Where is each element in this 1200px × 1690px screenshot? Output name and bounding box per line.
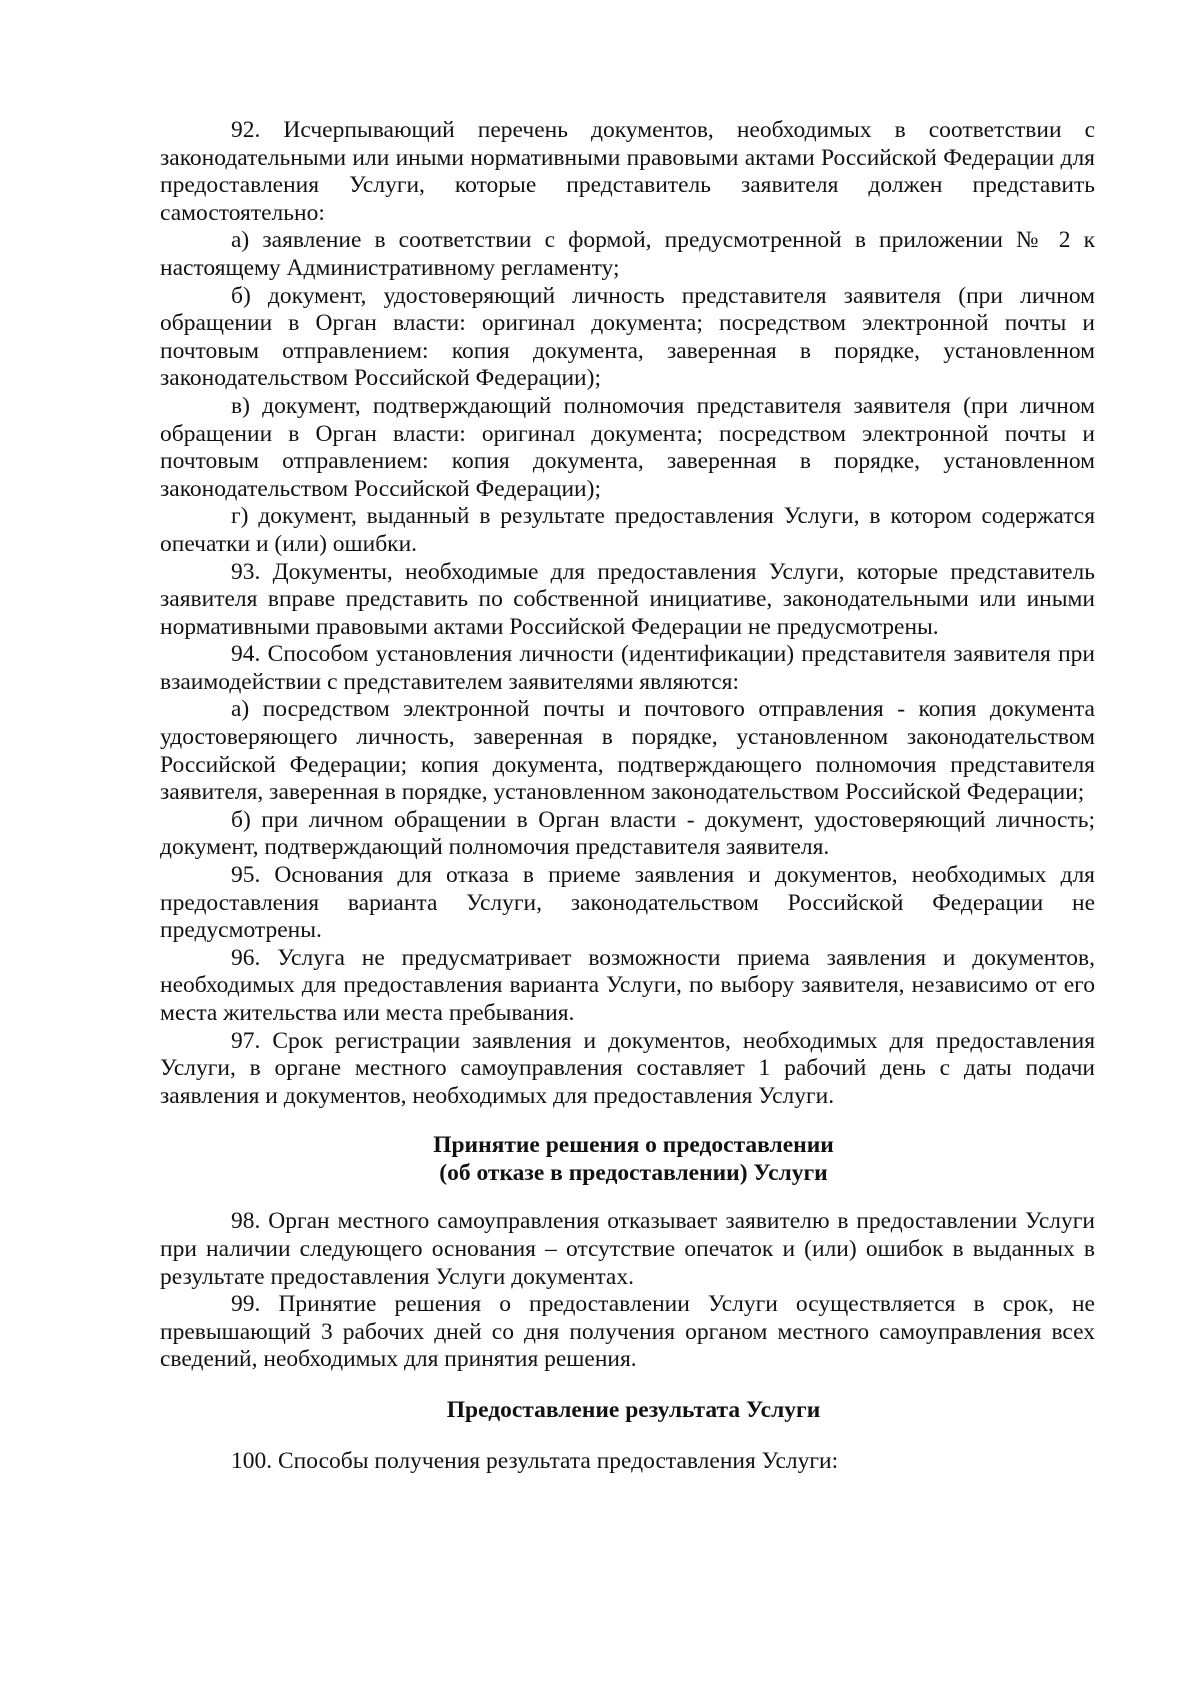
paragraph-95: 95. Основания для отказа в приеме заявления и документов, необходимых для предоставления варианта Услуги, законодательством Российской Федерации не предусмотрены. (160, 862, 1095, 944)
paragraph-98: 98. Орган местного самоуправления отказывает заявителю в предоставлении Услуги при наличии следующего основания – отсутствие опечаток и (или) ошибок в выданных в результате предоставления Услуги документах. (160, 1208, 1095, 1290)
paragraph-92-v: в) документ, подтверждающий полномочия представителя заявителя (при личном обращении в Орган власти: оригинал документа; посредством электронной почты и почтовым отправлением: копия документа, заверенная в порядке, установленном законодательством Российской Федерации); (160, 392, 1095, 502)
section-heading-line: Принятие решения о предоставлении (433, 1132, 834, 1159)
paragraph-94: 94. Способом установления личности (идентификации) представителя заявителя при взаимодействии с представителем заявителями являются: (160, 641, 1095, 695)
section-heading-decision (160, 1131, 1095, 1187)
paragraph-94-a: а) посредством электронной почты и почтового отправления - копия документа удостоверяющего личность, заверенная в порядке, установленном законодательством Российской Федерации; копия документа, подтверждающего полномочия представителя заявителя, заверенная в порядке, установленном законодательством Российской Федерации; (160, 696, 1095, 806)
paragraph-96: 96. Услуга не предусматривает возможности приема заявления и документов, необходимых для предоставления варианта Услуги, по выбору заявителя, независимо от его места жительства или места пребывания. (160, 944, 1095, 1026)
section-heading-line: (об отказе в предоставлении) Услуги (439, 1160, 828, 1187)
spacer (160, 1110, 1095, 1131)
paragraph-94-b: б) при личном обращении в Орган власти - документ, удостоверяющий личность; документ, подтверждающий полномочия представителя заявителя. (160, 806, 1095, 861)
section-heading-result: Предоставление результата Услуги (446, 1396, 821, 1423)
paragraph-92-b: б) документ, удостоверяющий личность представителя заявителя (при личном обращении в Орган власти: оригинал документа; посредством электронной почты и почтовым отправлением: копия документа, заверенная в порядке, установленном законодательством Российской Федерации); (160, 282, 1095, 392)
paragraph-92-g: г) документ, выданный в результате предоставления Услуги, в котором содержатся опечатки и (или) ошибки. (160, 503, 1095, 557)
paragraph-97: 97. Срок регистрации заявления и документов, необходимых для предоставления Услуги, в органе местного самоуправления составляет 1 рабочий день с даты подачи заявления и документов, необходимых для предоставления Услуги. (160, 1027, 1095, 1109)
paragraph-100: 100. Способы получения результата предоставления Услуги: (231, 1447, 839, 1474)
spacer (160, 1424, 1095, 1448)
paragraph-92-a: а) заявление в соответствии с формой, предусмотренной в приложении № 2 к настоящему Административному регламенту; (160, 227, 1095, 281)
paragraph-93: 93. Документы, необходимые для предоставления Услуги, которые представитель заявителя вправе представить по собственной инициативе, законодательными или иными нормативными правовыми актами Российской Федерации не предусмотрены. (160, 558, 1095, 640)
paragraph-99: 99. Принятие решения о предоставлении Услуги осуществляется в срок, не превышающий 3 рабочих дней со дня получения органом местного самоуправления всех сведений, необходимых для принятия решения. (160, 1291, 1095, 1373)
spacer (160, 1374, 1095, 1396)
paragraph-92: 92. Исчерпывающий перечень документов, необходимых в соответствии с законодательными или иными нормативными правовыми актами Российской Федерации для предоставления Услуги, которые представитель заявителя должен представить самостоятельно: (160, 117, 1095, 226)
document-body (160, 117, 1095, 1476)
spacer (160, 1187, 1095, 1208)
